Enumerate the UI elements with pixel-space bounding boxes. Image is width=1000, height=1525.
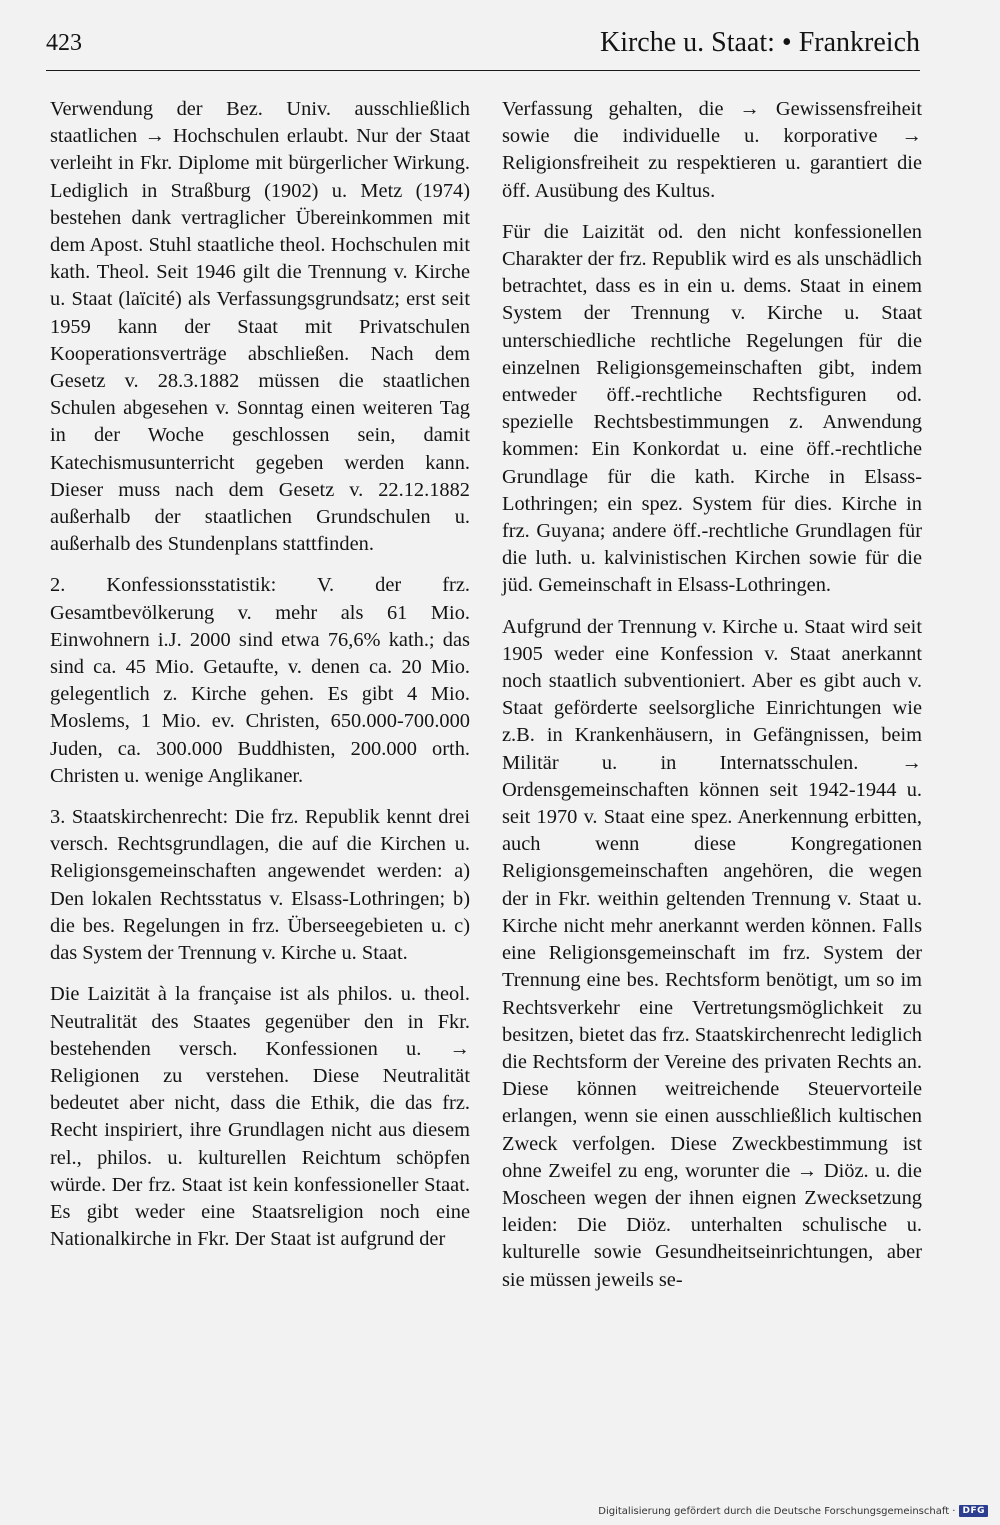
footer-credit: Digitalisierung gefördert durch die Deutsche Forschungsgemeinschaft · bbox=[598, 1505, 956, 1517]
footer bbox=[598, 1505, 988, 1517]
paragraph: Die Laizität à la française ist als philos. u. theol. Neutralität des Staates gegenüber den in Fkr. bestehenden versch. Konfessionen u. → Religionen zu verstehen. Diese Neutralität bedeutet aber nicht, dass die Ethik, die das frz. Recht inspiriert, ihre Grundlagen nicht aus diesem rel., philos. u. kulturellen Reichtum schöpfen würde. Der frz. Staat ist kein konfessioneller Staat. Es gibt weder eine Staatsreligion noch eine Nationalkirche in Fkr. Der Staat ist aufgrund der bbox=[50, 983, 470, 1251]
paragraph: 2. Konfessionsstatistik: V. der frz. Gesamtbevölkerung v. mehr als 61 Mio. Einwohnern i.J. 2000 sind etwa 76,6% kath.; das sind ca. 45 Mio. Getaufte, v. denen ca. 20 Mio. gelegentlich z. Kirche gehen. Es gibt 4 Mio. Moslems, 1 Mio. ev. Christen, 650.000-700.000 Juden, ca. 300.000 Buddhisten, 200.000 orth. Christen u. wenige Anglikaner. bbox=[50, 574, 470, 787]
page-number: 423 bbox=[46, 30, 82, 56]
paragraph: Verwendung der Bez. Univ. ausschließlich staatlichen → Hochschulen erlaubt. Nur der Staat verleiht in Fkr. Diplome mit bürgerlicher Wirkung. Lediglich in Straßburg (1902) u. Metz (1974) bestehen dank vertraglicher Übereinkommen mit dem Apost. Stuhl staatliche theol. Hochschulen mit kath. Theol. Seit 1946 gilt die Trennung v. Kirche u. Staat (laïcité) als Verfassungsgrundsatz; erst seit 1959 kann der Staat mit Privatschulen Kooperationsverträge abschließen. Nach dem Gesetz v. 28.3.1882 müssen die staatlichen Schulen abgesehen v. Sonntag einen weiteren Tag in der Woche geschlossen sein, damit Katechismusunterricht gegeben werden kann. Dieser muss nach dem Gesetz v. 22.12.1882 außerhalb der staatlichen Grundschulen u. außerhalb des Stundenplans stattfinden. bbox=[50, 98, 470, 556]
paragraph: Für die Laizität od. den nicht konfessionellen Charakter der frz. Republik wird es als unschädlich betrachtet, dass es in ein u. dems. Staat in einem System der Trennung v. Kirche u. Staat unterschiedliche rechtliche Regelungen für die einzelnen Religionsgemeinschaften gibt, indem entweder öff.-rechtliche Rechtsfiguren od. spezielle Rechtsbestimmungen z. Anwendung kommen: Ein Konkordat u. eine öff.-rechtliche Grundlage für die kath. Kirche in Elsass-Lothringen; ein spez. System für dies. Kirche in frz. Guyana; andere öff.-rechtliche Grundlagen für die luth. u. kalvinistischen Kirchen sowie für die jüd. Gemeinschaft in Elsass-Lothringen. bbox=[502, 220, 922, 597]
left-column bbox=[50, 96, 470, 1267]
header-rule bbox=[46, 70, 920, 71]
dfg-logo: DFG bbox=[959, 1505, 988, 1517]
paragraph: 3. Staatskirchenrecht: Die frz. Republik kennt drei versch. Rechtsgrundlagen, die auf die Kirchen u. Religionsgemeinschaften angewendet werden: a) Den lokalen Rechtsstatus v. Elsass-Lothringen; b) die bes. Regelungen in frz. Überseegebieten u. c) das System der Trennung v. Kirche u. Staat. bbox=[50, 806, 470, 965]
paragraph: Verfassung gehalten, die → Gewissensfreiheit sowie die individuelle u. korporative → Religionsfreiheit zu respektieren u. garantiert die öff. Ausübung des Kultus. bbox=[502, 98, 922, 202]
running-head: Kirche u. Staat: • Frankreich bbox=[599, 27, 920, 58]
right-column bbox=[502, 96, 922, 1308]
paragraph: Aufgrund der Trennung v. Kirche u. Staat wird seit 1905 weder eine Konfession v. Staat anerkannt noch staatlich subventioniert. Aber es gibt auch v. Staat geförderte seelsorgliche Einrichtungen wie z.B. in Krankenhäusern, in Gefängnissen, beim Militär u. in Internatsschulen. → Ordensgemeinschaften können seit 1942-1944 u. seit 1970 v. Staat eine spez. Anerkennung erbitten, auch wenn diese Kongregationen Religionsgemeinschaften angehören, die wegen der in Fkr. weithin geltenden Trennung v. Staat u. Kirche nicht mehr anerkannt werden können. Falls eine Religionsgemeinschaft im frz. System der Trennung eine bes. Rechtsform benötigt, um so im Rechtsverkehr eine Vertretungsmöglichkeit zu besitzen, bietet das frz. Staatskirchenrecht lediglich die Rechtsform der Vereine des privaten Rechts an. Diese können weitreichende Steuervorteile erlangen, wenn sie einen ausschließlich kultischen Zweck verfolgen. Diese Zweckbestimmung ist ohne Zweifel zu eng, worunter die → Diöz. u. die Moscheen wegen der ihnen eignen Zwecksetzung leiden: Die Diöz. unterhalten schulische u. kulturelle sowie Gesundheitseinrichtungen, aber sie müssen jeweils se- bbox=[502, 615, 922, 1291]
